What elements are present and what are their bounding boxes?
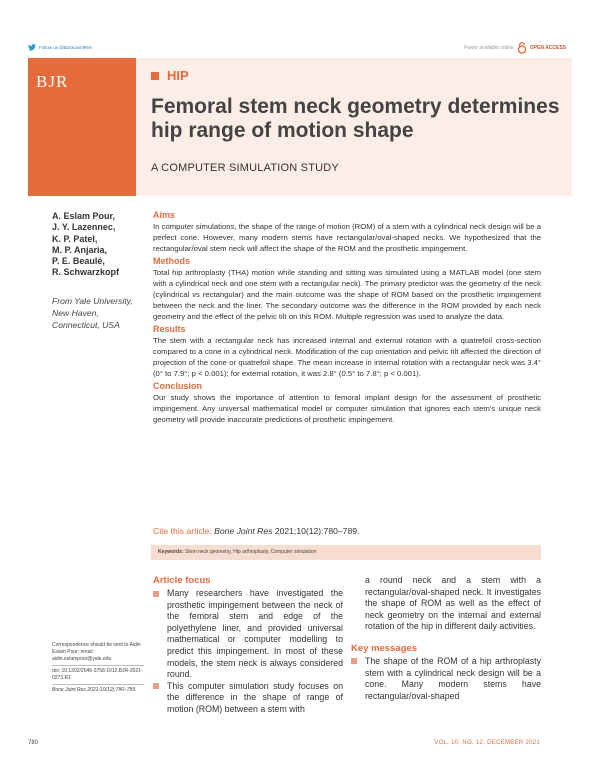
article-title: Femoral stem neck geometry determines hip range of motion shape bbox=[151, 95, 560, 142]
abstract-text: In computer simulations, the shape of the range of motion (ROM) of a stem with a cylindrical neck design will be a perfect cone. However, many modern stems have rectangular/oval-shaped necks. We hypothesized that the rectangular/oval stem neck will affect the shape of the ROM and the prosthetic impingement. bbox=[153, 222, 541, 253]
article-subtitle: A COMPUTER SIMULATION STUDY bbox=[151, 162, 339, 174]
journal-abbrev: BJR bbox=[36, 72, 69, 91]
abstract-heading: Conclusion bbox=[153, 381, 202, 391]
journal-logo-block bbox=[28, 58, 136, 196]
author-list bbox=[52, 211, 148, 279]
abstract-aims bbox=[153, 210, 541, 254]
author: K. P. Patel, bbox=[52, 233, 98, 244]
open-access-lock-icon bbox=[517, 42, 527, 54]
twitter-text: Follow us @BoneJointRes bbox=[39, 45, 92, 50]
abstract-text: Our study shows the importance of attention to femoral implant design for the assessment of prosthetic impingement. Any universal mathematical model or computer simulation that ignores each stem’s unique neck geometry will provide inaccurate predictions of prosthetic impingement. bbox=[153, 393, 541, 424]
column-right bbox=[351, 575, 541, 702]
bullet-square-icon bbox=[153, 591, 159, 597]
key-messages-heading: Key messages bbox=[351, 642, 418, 654]
affiliation: From Yale University, New Haven, Connecticut, USA bbox=[52, 296, 133, 330]
abstract-results bbox=[153, 324, 541, 379]
bullet-text: The shape of the ROM of a hip arthroplasty stem with a cylindrical neck design will be a cone. Many modern stems have rectangular/oval-shaped bbox=[365, 655, 541, 701]
twitter-icon bbox=[28, 44, 36, 51]
list-item bbox=[153, 588, 343, 681]
author: J. Y. Lazennec, bbox=[52, 222, 116, 233]
cite-journal: Bone Joint Res bbox=[214, 526, 273, 536]
open-access-note bbox=[464, 42, 566, 54]
abstract-text: Total hip arthroplasty (THA) motion while standing and sitting was simulated using a MATLAB model (one stem with a cylindrical neck and one stem with a rectangular neck). The primary predictor was the geometry of the neck (cylindrical vs rectangular) and the main outcome was the shape of ROM based on the prosthetic impingement between the neck and the liner. The secondary outcome was the difference in the ROM provided by each neck geometry and the effect of the pelvic tilt on this ROM. Multiple regression was used to analyze the data. bbox=[153, 268, 541, 321]
author: M. P. Anjaria, bbox=[52, 244, 108, 255]
author: A. Eslam Pour, bbox=[52, 211, 116, 221]
keywords-text: Stem neck geometry, Hip arthroplasty, Computer simulation bbox=[184, 549, 317, 555]
abstract-heading: Methods bbox=[153, 256, 190, 266]
page-number: 780 bbox=[28, 740, 39, 746]
open-access-text: Freely available online bbox=[464, 45, 514, 51]
open-access-badge: OPEN ACCESS bbox=[529, 45, 566, 51]
abstract-conclusion bbox=[153, 381, 541, 425]
list-item bbox=[351, 656, 541, 702]
bullet-square-icon bbox=[153, 683, 159, 689]
abstract-heading: Aims bbox=[153, 210, 176, 220]
bullet-text: This computer simulation study focuses on the difference in the shape of range of motion (ROM) between a stem with bbox=[167, 680, 343, 714]
correspondence-box bbox=[52, 642, 144, 694]
abstract-heading: Results bbox=[153, 324, 186, 334]
abstract bbox=[153, 210, 541, 427]
list-item bbox=[153, 681, 343, 716]
cite-label: Cite this article: bbox=[153, 526, 212, 536]
keywords-label: Keywords: bbox=[158, 549, 184, 555]
bullet-continuation: a round neck and a stem with a rectangular/oval-shaped neck. It investigates the shape of ROM as well as the effect of neck geometry on the internal and external rotation of the hip in different daily activities. bbox=[365, 575, 541, 632]
divider bbox=[52, 665, 144, 666]
bullet-square-icon bbox=[351, 658, 357, 664]
abstract-text: The stem with a rectangular neck has increased internal and external rotation with a quatrefoil cross-section compared to a cone in a cylindrical neck. Modification of the cup orientation and pelvic tilt affected the direction of projection of the cone or quatrefoil shape. The mean increase in internal rotation with a rectangular neck was 3.4° (0° to 7.9°; p < 0.001); for external rotation, it was 2.8° (0.5° to 7.8°; p < 0.001). bbox=[153, 336, 541, 378]
author: P. E. Beaulé, bbox=[52, 256, 105, 267]
doi-link[interactable]: doi: 10.1302/2046-3758.1012.BJR-2021-0273.R1 bbox=[52, 668, 143, 681]
author: R. Schwarzkopf bbox=[52, 267, 120, 278]
section-square-icon bbox=[151, 72, 159, 80]
cite-line bbox=[153, 526, 359, 536]
divider bbox=[52, 684, 144, 685]
correspondence-text: Correspondence should be sent to Aidin Eslam Pour; email: aidin.eslampour@yale.edu bbox=[52, 642, 141, 662]
section-tag bbox=[151, 68, 189, 83]
cite-ref: 2021;10(12):780–789. bbox=[274, 526, 360, 536]
correspondence-ref: Bone Joint Res 2021;10(12):780–789. bbox=[52, 687, 137, 693]
abstract-methods bbox=[153, 256, 541, 322]
issue-info: VOL. 10, NO. 12, DECEMBER 2021 bbox=[434, 740, 540, 746]
bullet-text: Many researchers have investigated the prosthetic impingement between the neck of the femoral stem and edge of the polyethylene liner, and provided universal mathematical or computer modelling to predict this impingement. In most of these models, the stem neck is always considered round. bbox=[167, 588, 343, 680]
twitter-follow-link[interactable] bbox=[28, 44, 92, 51]
column-left bbox=[153, 575, 343, 716]
section-label: HIP bbox=[167, 68, 189, 83]
keywords bbox=[158, 549, 317, 555]
article-focus-heading: Article focus bbox=[153, 575, 211, 586]
